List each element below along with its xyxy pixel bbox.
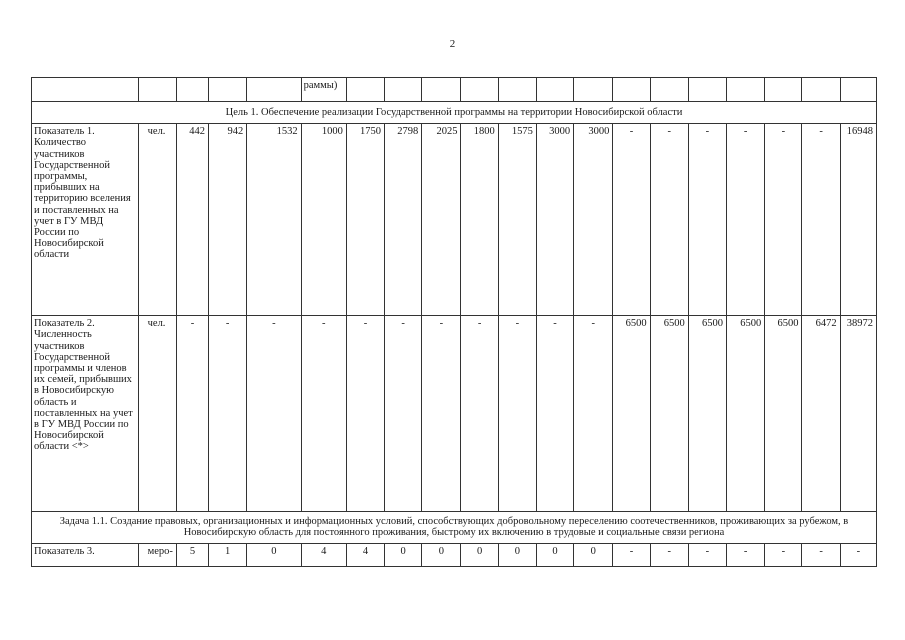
indicator-unit: чел. bbox=[138, 316, 176, 512]
indicator-label: Показатель 3. bbox=[32, 543, 139, 566]
table-cell bbox=[840, 78, 876, 102]
value-cell: 0 bbox=[422, 543, 461, 566]
table-cell bbox=[688, 78, 726, 102]
value-cell: 942 bbox=[209, 124, 247, 316]
value-cell: - bbox=[688, 124, 726, 316]
value-cell: 2798 bbox=[385, 124, 422, 316]
value-cell: - bbox=[176, 316, 208, 512]
table-row bbox=[32, 316, 877, 512]
indicator-label: Показатель 1. Количество участников Государственной программы, прибывших на территорию вселения и поставленных на учет в ГУ МВД России по Новосибирской области bbox=[32, 124, 139, 316]
table-cell bbox=[536, 78, 573, 102]
value-cell: - bbox=[765, 543, 802, 566]
header-fragment: раммы) bbox=[301, 78, 346, 102]
goal-1: Цель 1. Обеспечение реализации Государственной программы на территории Новосибирской области bbox=[32, 102, 877, 124]
value-cell: 1750 bbox=[346, 124, 384, 316]
table-cell bbox=[802, 78, 840, 102]
table-row bbox=[32, 124, 877, 316]
value-cell: - bbox=[802, 124, 840, 316]
table-cell bbox=[765, 78, 802, 102]
table-cell bbox=[422, 78, 461, 102]
value-cell: 6500 bbox=[727, 316, 765, 512]
value-cell: - bbox=[346, 316, 384, 512]
table-cell bbox=[385, 78, 422, 102]
value-cell: 2025 bbox=[422, 124, 461, 316]
value-cell: 1532 bbox=[247, 124, 301, 316]
value-cell: 6472 bbox=[802, 316, 840, 512]
task-row bbox=[32, 512, 877, 543]
value-cell: - bbox=[650, 543, 688, 566]
value-cell: 3000 bbox=[536, 124, 573, 316]
table-cell bbox=[498, 78, 536, 102]
goal-row bbox=[32, 102, 877, 124]
value-cell: 6500 bbox=[613, 316, 650, 512]
value-cell: - bbox=[574, 316, 613, 512]
table-cell bbox=[727, 78, 765, 102]
value-cell: - bbox=[765, 124, 802, 316]
value-cell: - bbox=[802, 543, 840, 566]
value-cell: 0 bbox=[536, 543, 573, 566]
value-cell: 4 bbox=[301, 543, 346, 566]
value-cell: - bbox=[385, 316, 422, 512]
value-cell: 0 bbox=[498, 543, 536, 566]
task-1-1: Задача 1.1. Создание правовых, организационных и информационных условий, способствующих добровольному переселению соотечественников, проживающих за рубежом, в Новосибирскую область для постоянного проживания, быстрому их включению в трудовые и социальные связи региона bbox=[32, 512, 877, 543]
value-cell: 1 bbox=[209, 543, 247, 566]
table-cell bbox=[461, 78, 498, 102]
value-cell: 6500 bbox=[688, 316, 726, 512]
value-cell: - bbox=[650, 124, 688, 316]
value-cell: 442 bbox=[176, 124, 208, 316]
indicator-unit: меро- bbox=[138, 543, 176, 566]
value-cell: - bbox=[613, 543, 650, 566]
value-cell: 0 bbox=[247, 543, 301, 566]
table-cell bbox=[32, 78, 139, 102]
value-cell: - bbox=[840, 543, 876, 566]
value-cell: 0 bbox=[385, 543, 422, 566]
table-row bbox=[32, 543, 877, 566]
value-cell: - bbox=[247, 316, 301, 512]
value-cell: - bbox=[422, 316, 461, 512]
table-cell bbox=[209, 78, 247, 102]
value-cell: - bbox=[461, 316, 498, 512]
table-cell bbox=[247, 78, 301, 102]
value-cell: 5 bbox=[176, 543, 208, 566]
total-cell: 38972 bbox=[840, 316, 876, 512]
value-cell: - bbox=[301, 316, 346, 512]
value-cell: 0 bbox=[461, 543, 498, 566]
value-cell: 1575 bbox=[498, 124, 536, 316]
value-cell: - bbox=[498, 316, 536, 512]
value-cell: - bbox=[688, 543, 726, 566]
indicator-unit: чел. bbox=[138, 124, 176, 316]
indicator-label: Показатель 2. Численность участников Государственной программы и членов их семей, прибывших в Новосибирскую область и поставленных на учет в ГУ МВД России по Новосибирской области <*> bbox=[32, 316, 139, 512]
table-cell bbox=[574, 78, 613, 102]
page-number: 2 bbox=[449, 38, 456, 50]
value-cell: 1800 bbox=[461, 124, 498, 316]
table-cell bbox=[613, 78, 650, 102]
value-cell: - bbox=[727, 543, 765, 566]
value-cell: - bbox=[536, 316, 573, 512]
indicators-table bbox=[31, 77, 877, 567]
value-cell: 1000 bbox=[301, 124, 346, 316]
total-cell: 16948 bbox=[840, 124, 876, 316]
value-cell: 4 bbox=[346, 543, 384, 566]
value-cell: 0 bbox=[574, 543, 613, 566]
header-row bbox=[32, 78, 877, 102]
table-cell bbox=[346, 78, 384, 102]
table-cell bbox=[650, 78, 688, 102]
value-cell: - bbox=[209, 316, 247, 512]
value-cell: - bbox=[727, 124, 765, 316]
table-cell bbox=[138, 78, 176, 102]
table-cell bbox=[176, 78, 208, 102]
value-cell: - bbox=[613, 124, 650, 316]
value-cell: 6500 bbox=[765, 316, 802, 512]
value-cell: 3000 bbox=[574, 124, 613, 316]
value-cell: 6500 bbox=[650, 316, 688, 512]
